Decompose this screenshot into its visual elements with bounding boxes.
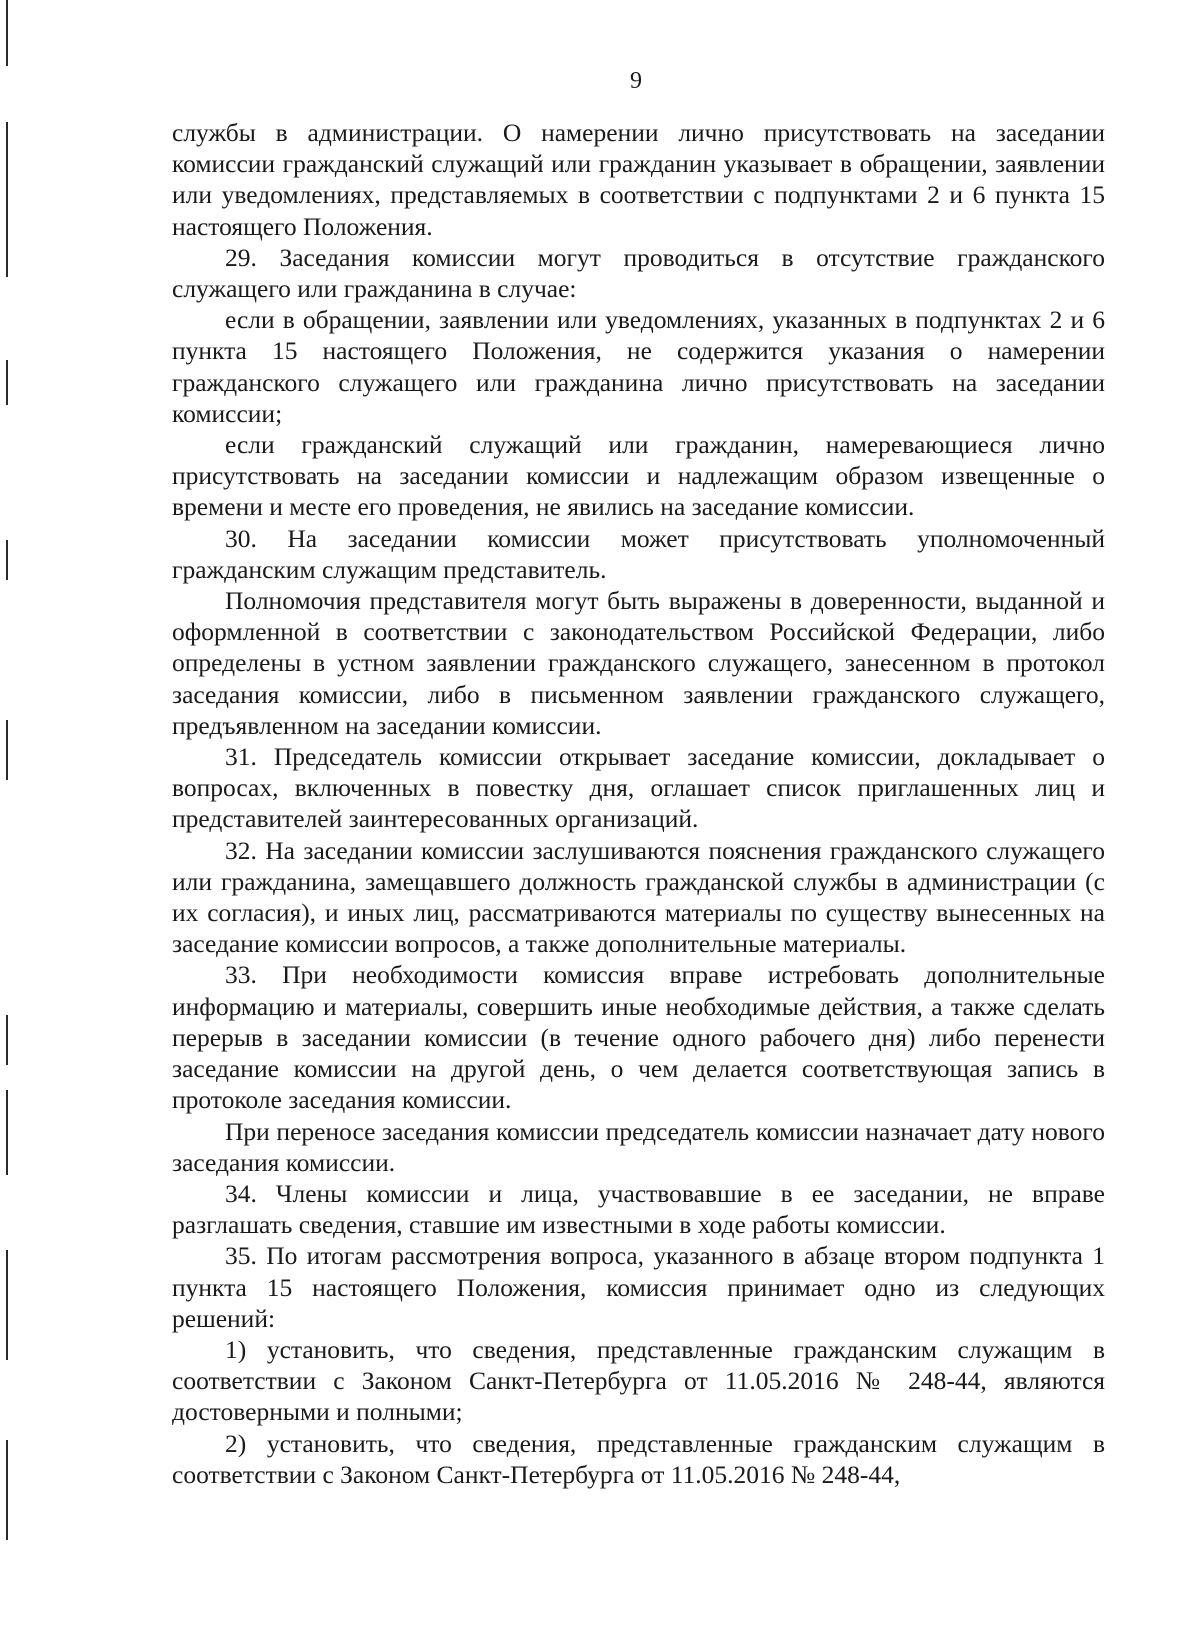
paragraph: службы в администрации. О намерении лично присутствовать на заседании комиссии гражданский служащий или гражданин указывает в обращении, заявлении или уведомлениях, представляемых в соответствии с подпунктами 2 и 6 пункта 15 настоящего Положения.	[172, 118, 1105, 241]
scan-edge-mark	[6, 1250, 8, 1360]
page-number: 9	[630, 68, 642, 94]
scan-edge-mark	[6, 1015, 8, 1065]
paragraph: При переносе заседания комиссии председатель комиссии назначает дату нового заседания комиссии.	[172, 1116, 1105, 1177]
paragraph: Полномочия представителя могут быть выражены в доверенности, выданной и оформленной в соответствии с законодательством Российской Федерации, либо определены в устном заявлении гражданского служащего, занесенном в протокол заседания комиссии, либо в письменном заявлении гражданского служащего, предъявленном на заседании комиссии.	[172, 586, 1105, 740]
scan-edge-mark	[6, 122, 8, 277]
paragraph: если гражданский служащий или гражданин, намеревающиеся лично присутствовать на заседании комиссии и надлежащим образом извещенные о времени и месте его проведения, не явились на заседание комиссии.	[172, 430, 1105, 522]
scan-edge-mark	[6, 1440, 8, 1540]
paragraph: если в обращении, заявлении или уведомлениях, указанных в подпунктах 2 и 6 пункта 15 настоящего Положения, не содержится указания о намерении гражданского служащего или гражданина лично присутствовать на заседании комиссии;	[172, 305, 1105, 428]
scan-edge-mark	[6, 0, 8, 66]
paragraph: 1) установить, что сведения, представленные гражданским служащим в соответствии с Законом Санкт-Петербурга от 11.05.2016 № 248-44, являются достоверными и полными;	[172, 1334, 1105, 1427]
paragraph: 32. На заседании комиссии заслушиваются пояснения гражданского служащего или гражданина, замещавшего должность гражданской службы в администрации (с их согласия), и иных лиц, рассматриваются материалы по существу вынесенных на заседание комиссии вопросов, а также дополнительные материалы.	[172, 835, 1105, 959]
paragraph: 31. Председатель комиссии открывает заседание комиссии, докладывает о вопросах, включенных в повестку дня, оглашает список приглашенных лиц и представителей заинтересованных организаций.	[172, 742, 1105, 834]
scan-edge-mark	[6, 360, 8, 405]
scan-edge-mark	[6, 540, 8, 580]
scan-edge-mark	[6, 720, 8, 780]
paragraph: 30. На заседании комиссии может присутствовать уполномоченный гражданским служащим представитель.	[172, 523, 1105, 584]
document-body	[172, 117, 1105, 1490]
paragraph: 33. При необходимости комиссия вправе истребовать дополнительные информацию и материалы, совершить иные необходимые действия, а также сделать перерыв в заседании комиссии (в течение одного рабочего дня) либо перенести заседание комиссии на другой день, о чем делается соответствующая запись в протоколе заседания комиссии.	[172, 960, 1105, 1115]
scan-edge-mark	[6, 1090, 8, 1175]
paragraph: 34. Члены комиссии и лица, участвовавшие в ее заседании, не вправе разглашать сведения, ставшие им известными в ходе работы комиссии.	[172, 1178, 1105, 1240]
paragraph: 2) установить, что сведения, представленные гражданским служащим в соответствии с Законом Санкт-Петербурга от 11.05.2016 № 248-44,	[172, 1428, 1105, 1489]
paragraph: 29. Заседания комиссии могут проводиться в отсутствие гражданского служащего или гражданина в случае:	[172, 242, 1105, 304]
paragraph: 35. По итогам рассмотрения вопроса, указанного в абзаце втором подпункта 1 пункта 15 настоящего Положения, комиссия принимает одно из следующих решений:	[172, 1241, 1105, 1333]
